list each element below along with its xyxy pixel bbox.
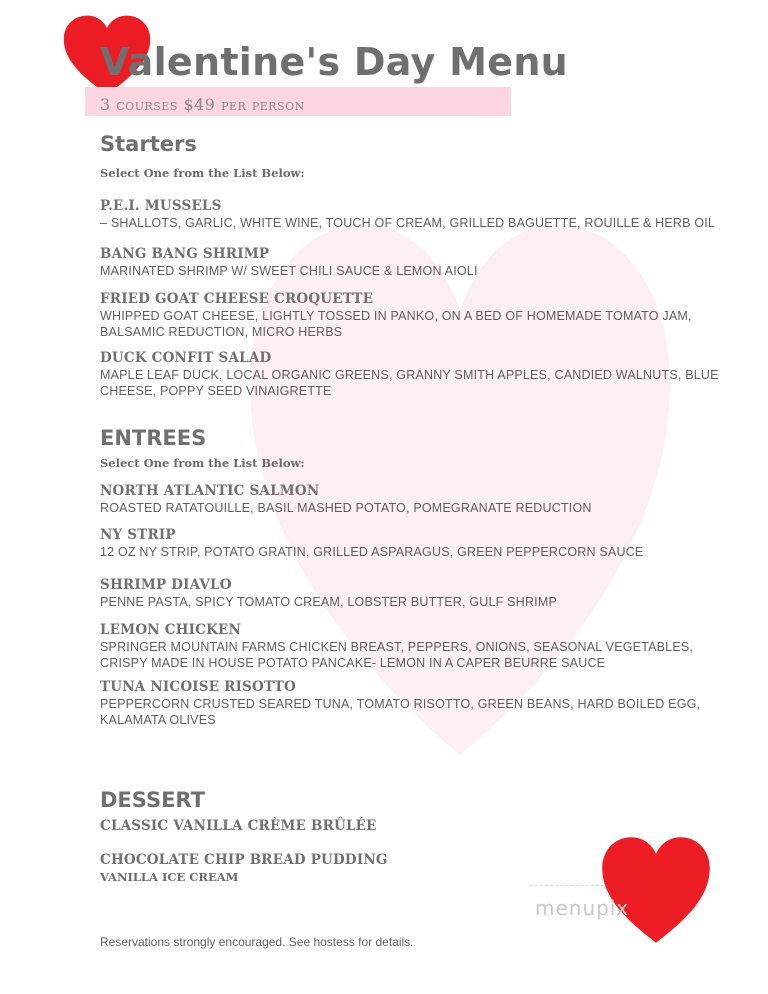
item-name: P.E.I. MUSSELS	[100, 198, 222, 214]
section-heading-starters: Starters	[100, 132, 197, 156]
item-name: SHRIMP DIAVLO	[100, 577, 232, 593]
section-heading-entrees: ENTREES	[100, 426, 207, 450]
menu-item	[100, 818, 740, 835]
menu-item	[100, 577, 740, 610]
page-title: Valentine's Day Menu	[100, 40, 569, 84]
heart-icon	[600, 835, 712, 945]
section-subheading-starters: Select One from the List Below:	[100, 166, 305, 180]
item-name: BANG BANG SHRIMP	[100, 246, 270, 262]
menu-item	[100, 246, 740, 279]
item-description: PEPPERCORN CRUSTED SEARED TUNA, TOMATO RISOTTO, GREEN BEANS, HARD BOILED EGG, KALAMATA OLIVES	[100, 697, 701, 727]
section-heading-dessert: DESSERT	[100, 788, 205, 812]
item-name: TUNA NICOISE RISOTTO	[100, 679, 296, 695]
menu-item	[100, 622, 740, 671]
price-line: 3 courses $49 per person	[100, 95, 305, 114]
item-name: NORTH ATLANTIC SALMON	[100, 483, 320, 499]
item-description: 12 OZ NY STRIP, POTATO GRATIN, GRILLED ASPARAGUS, GREEN PEPPERCORN SAUCE	[100, 545, 644, 559]
item-description: – SHALLOTS, GARLIC, WHITE WINE, TOUCH OF CREAM, GRILLED BAGUETTE, ROUILLE & HERB OIL	[100, 216, 716, 230]
menu-item	[100, 198, 740, 231]
section-subheading-entrees: Select One from the List Below:	[100, 456, 305, 470]
footer-note: Reservations strongly encouraged. See hostess for details.	[100, 935, 414, 949]
item-description: SPRINGER MOUNTAIN FARMS CHICKEN BREAST, PEPPERS, ONIONS, SEASONAL VEGETABLES, CRISPY MADE IN HOUSE POTATO PANCAKE- LEMON IN A CAPER BEURRE SAUCE	[100, 640, 694, 670]
item-name: CLASSIC VANILLA CRÈME BRÛLÉE	[100, 818, 377, 834]
item-description: WHIPPED GOAT CHEESE, LIGHTLY TOSSED IN PANKO, ON A BED OF HOMEMADE TOMATO JAM, BALSAMIC REDUCTION, MICRO HERBS	[100, 309, 692, 339]
item-description: PENNE PASTA, SPICY TOMATO CREAM, LOBSTER BUTTER, GULF SHRIMP	[100, 595, 557, 609]
menu-item	[100, 483, 740, 516]
item-description: MARINATED SHRIMP W/ SWEET CHILI SAUCE & LEMON AIOLI	[100, 264, 478, 278]
watermark: menupix	[535, 896, 630, 920]
menu-item	[100, 679, 740, 728]
item-description: MAPLE LEAF DUCK, LOCAL ORGANIC GREENS, GRANNY SMITH APPLES, CANDIED WALNUTS, BLUE CHEESE, POPPY SEED VINAIGRETTE	[100, 368, 719, 398]
menu-item	[100, 350, 740, 399]
menu-item	[100, 291, 740, 340]
item-description: VANILLA ICE CREAM	[100, 870, 239, 884]
item-name: CHOCOLATE CHIP BREAD PUDDING	[100, 852, 388, 868]
item-name: DUCK CONFIT SALAD	[100, 350, 272, 366]
item-name: LEMON CHICKEN	[100, 622, 242, 638]
item-name: FRIED GOAT CHEESE CROQUETTE	[100, 291, 374, 307]
item-description: ROASTED RATATOUILLE, BASIL MASHED POTATO, POMEGRANATE REDUCTION	[100, 501, 592, 515]
item-name: NY STRIP	[100, 527, 176, 543]
menu-item	[100, 527, 740, 560]
